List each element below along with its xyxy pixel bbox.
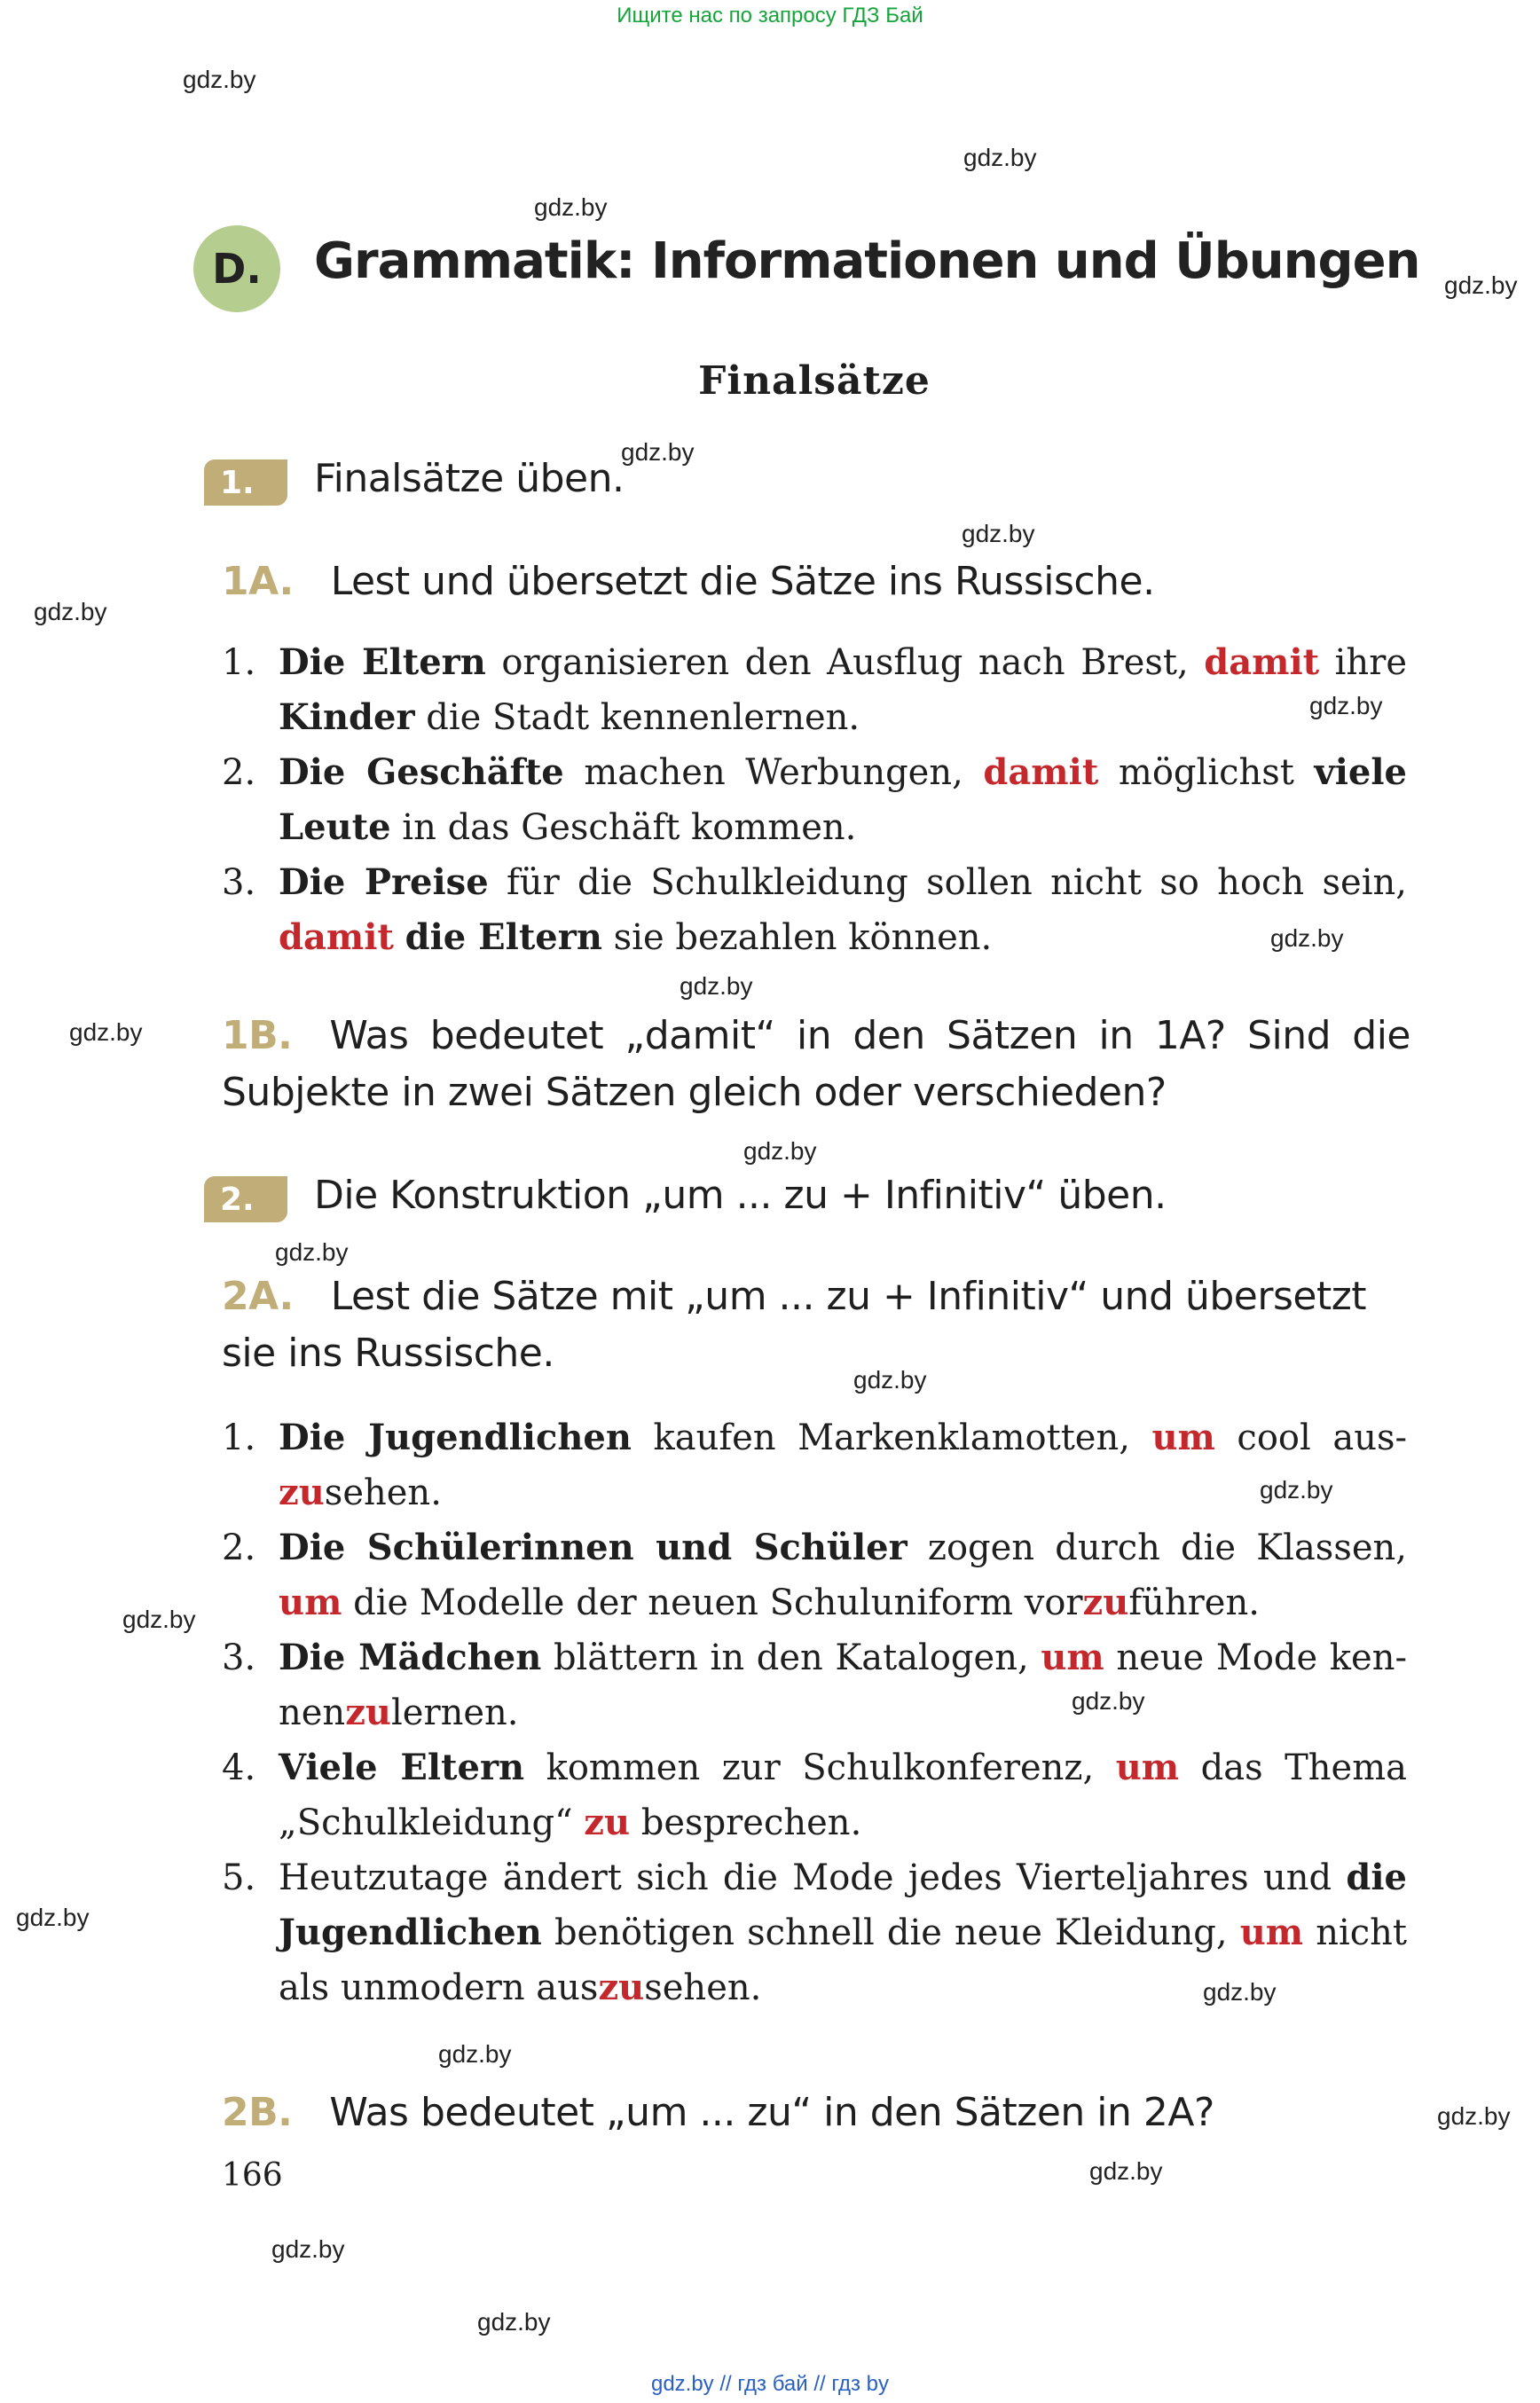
watermark: gdz.by xyxy=(743,1137,817,1165)
watermark: gdz.by xyxy=(1260,1476,1333,1504)
sentence-text: die Stadt kennenlernen. xyxy=(414,697,860,738)
sentence-number: 4. xyxy=(222,1747,256,1788)
highlight-word: um xyxy=(1115,1747,1180,1788)
sentence-text: möglichst xyxy=(1098,752,1315,793)
highlight-word: um xyxy=(279,1582,342,1623)
sentence-number: 5. xyxy=(222,1857,256,1898)
sentence-number: 3. xyxy=(222,1637,256,1678)
sentence-text: Heutzutage ändert sich die Mode jedes Vierteljahres und xyxy=(279,1857,1347,1898)
highlight-word: zu xyxy=(345,1692,391,1733)
watermark: gdz.by xyxy=(16,1904,90,1931)
section-subtitle: Finalsätze xyxy=(698,358,931,404)
sentence-text: nicht als unmodern aus xyxy=(279,1912,1407,2008)
highlight-word: um xyxy=(1239,1912,1304,1953)
watermark: gdz.by xyxy=(963,144,1037,171)
subject-phrase: Die Schülerinnen und Schüler xyxy=(279,1527,908,1568)
sentence-text: kaufen Markenklamotten, xyxy=(631,1417,1152,1458)
watermark: gdz.by xyxy=(534,193,608,221)
task-1-number: 1. xyxy=(204,459,287,506)
page-number: 166 xyxy=(222,2157,283,2194)
sentence-text: zogen durch die Klassen, xyxy=(907,1527,1407,1568)
watermark: gdz.by xyxy=(1444,271,1518,299)
sentence-text: ihre xyxy=(1319,642,1407,683)
sentence-text: in das Geschäft kommen. xyxy=(390,807,857,848)
sentence-item xyxy=(222,1410,1407,1520)
subject-phrase: Die Mädchen xyxy=(279,1637,542,1678)
highlight-word: zu xyxy=(1082,1582,1129,1623)
chapter-badge: D. xyxy=(193,225,280,312)
sentence-item xyxy=(222,1520,1407,1630)
task-2a-sentences xyxy=(222,1410,1407,2015)
highlight-word: um xyxy=(1151,1417,1215,1458)
watermark: gdz.by xyxy=(1309,692,1383,719)
task-1a-title: Lest und übersetzt die Sätze ins Russische. xyxy=(330,559,1155,604)
sentence-number: 3. xyxy=(222,862,256,903)
sentence-text: neue Mode kennen xyxy=(279,1637,1407,1733)
watermark: gdz.by xyxy=(680,972,753,1000)
sentence-text: sie bezahlen können. xyxy=(601,917,993,958)
sentence-number: 1. xyxy=(222,1417,256,1458)
watermark: gdz.by xyxy=(621,438,695,466)
task-2a-label: 2A. xyxy=(222,1274,294,1319)
sentence-text: blättern in den Katalogen, xyxy=(541,1637,1041,1678)
task-1a-heading xyxy=(222,554,1410,610)
highlight-word: zu xyxy=(279,1472,325,1513)
sentence-text: für die Schulkleidung sollen nicht so hoch sein, xyxy=(488,862,1407,903)
watermark: gdz.by xyxy=(1089,2157,1163,2185)
sentence-text: führen. xyxy=(1128,1582,1260,1623)
highlight-word: zu xyxy=(598,1967,645,2008)
watermark: gdz.by xyxy=(183,66,256,93)
sentence-text: sehen. xyxy=(324,1472,442,1513)
top-search-hint[interactable]: Ищите нас по запросу ГДЗ Бай xyxy=(617,4,923,27)
task-2b-title: Was bedeutet „um ... zu“ in den Sätzen in 2A? xyxy=(329,2090,1214,2135)
watermark: gdz.by xyxy=(1437,2102,1511,2130)
watermark: gdz.by xyxy=(438,2040,512,2068)
watermark: gdz.by xyxy=(962,520,1035,547)
task-2b-label: 2B. xyxy=(222,2090,293,2135)
sentence-item xyxy=(222,1850,1407,2015)
sentence-text: cool aus xyxy=(1214,1417,1407,1458)
watermark: gdz.by xyxy=(1270,924,1344,952)
highlight-word: damit xyxy=(279,916,394,958)
watermark: gdz.by xyxy=(271,2235,345,2263)
watermark: gdz.by xyxy=(69,1018,143,1046)
sentence-number: 1. xyxy=(222,642,256,683)
sentence-text: sehen. xyxy=(644,1967,762,2008)
sentence-text xyxy=(394,917,405,958)
sentence-item xyxy=(222,855,1407,965)
watermark: gdz.by xyxy=(1072,1687,1145,1715)
subject-phrase: die Jugendlichen xyxy=(279,1857,1407,1953)
footer-links[interactable]: gdz.by // гдз бай // гдз by xyxy=(650,2372,890,2396)
highlight-word: damit xyxy=(1204,641,1320,683)
task-1a-sentences xyxy=(222,635,1407,965)
sentence-text: besprechen. xyxy=(630,1802,862,1843)
sentence-item xyxy=(222,745,1407,855)
sentence-text: kommen zur Schulkonferenz, xyxy=(524,1747,1116,1788)
sentence-item xyxy=(222,1740,1407,1850)
watermark: gdz.by xyxy=(477,2308,551,2336)
sentence-text: lernen. xyxy=(391,1692,519,1733)
task-2-number: 2. xyxy=(204,1176,287,1222)
subject-phrase: Die Jugendlichen xyxy=(279,1417,632,1458)
task-1b-title: Was bedeutet „damit“ in den Sätzen in 1A? Sind die Subjekte in zwei Sätzen gleich oder verschieden? xyxy=(222,1013,1410,1115)
watermark: gdz.by xyxy=(34,598,107,625)
sentence-text: organisieren den Ausflug nach Brest, xyxy=(485,642,1205,683)
highlight-word: damit xyxy=(983,751,1099,793)
highlight-word: um xyxy=(1041,1637,1104,1678)
highlight-word: zu xyxy=(584,1802,631,1843)
watermark: gdz.by xyxy=(122,1606,196,1633)
task-1-title: Finalsätze üben. xyxy=(314,456,625,501)
task-2a-title: Lest die Sätze mit „um ... zu + Infinitiv“ und übersetzt sie ins Russische. xyxy=(222,1274,1367,1376)
watermark: gdz.by xyxy=(853,1366,927,1394)
watermark: gdz.by xyxy=(275,1238,349,1266)
chapter-title: Grammatik: Informationen und Übungen xyxy=(314,232,1420,290)
task-1b-heading xyxy=(222,1008,1410,1121)
sentence-text: machen Werbungen, xyxy=(563,752,984,793)
task-2a-heading xyxy=(222,1268,1410,1382)
subject-phrase: Viele Eltern xyxy=(279,1747,525,1788)
task-2b-heading xyxy=(222,2085,1410,2141)
sentence-number: 2. xyxy=(222,1527,256,1568)
subject-phrase: Die Preise xyxy=(279,861,489,903)
subject-phrase: Die Eltern xyxy=(279,641,486,683)
watermark: gdz.by xyxy=(1203,1978,1277,2006)
task-2-title: Die Konstruktion „um ... zu + Infinitiv“ üben. xyxy=(314,1173,1167,1218)
sentence-item xyxy=(222,635,1407,745)
subject-phrase: Die Geschäfte xyxy=(279,751,564,793)
sentence-text: benötigen schnell die neue Kleidung, xyxy=(541,1912,1240,1953)
task-1a-label: 1A. xyxy=(222,559,294,604)
subject-phrase: die Eltern xyxy=(405,916,602,958)
subject-phrase: viele Leute xyxy=(279,751,1407,848)
sentence-text: die Modelle der neuen Schuluniform vor xyxy=(342,1582,1083,1623)
sentence-number: 2. xyxy=(222,752,256,793)
task-1b-label: 1B. xyxy=(222,1013,293,1058)
sentence-text: das Thema „Schulkleidung“ xyxy=(279,1747,1408,1843)
subject-phrase: Kinder xyxy=(279,696,415,738)
sentence-item xyxy=(222,1630,1407,1740)
